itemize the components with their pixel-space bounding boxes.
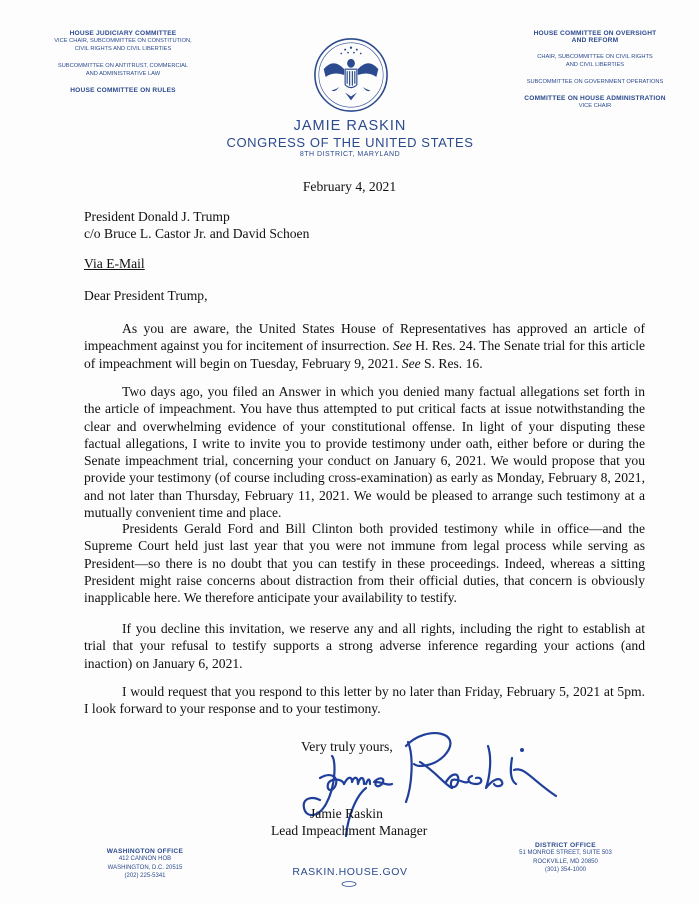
paragraph: Two days ago, you filed an Answer in which you denied many factual allegations set forth in the article of impeachment. You have thus attempted to put critical facts at issue notwithstanding the clear and overwhelming evidence of your constitutional offense. In light of your disputing these factual allegations, I write to invite you to provide testimony under oath, either before or during the Senate impeachment trial, concerning your conduct on January 6, 2021. We would propose that you provide your testimony (of course including cross-examination) as early as Monday, February 8, 2021, and not later than Thursday, February 11, 2021. We would be pleased to arrange such testimony at a mutually convenient time and place. (84, 384, 645, 521)
website-url: RASKIN.HOUSE.GOV (292, 866, 408, 878)
committee-role: VICE CHAIR, SUBCOMMITTEE ON CONSTITUTION, (54, 38, 192, 44)
office-line: (202) 225-5341 (124, 873, 166, 879)
office-line: ROCKVILLE, MD 20850 (533, 858, 598, 865)
letterhead-right-committees (500, 30, 690, 119)
committee-role: CHAIR, SUBCOMMITTEE ON CIVIL RIGHTS (537, 54, 653, 60)
office-line: (301) 354-1000 (544, 867, 587, 873)
committee-role: AND ADMINISTRATIVE LAW (85, 71, 161, 77)
paragraph: As you are aware, the United States House of Representatives has approved an article of impeachment against you for incitement of insurrection. See H. Res. 24. The Senate trial for this article of impeachment will begin on Tuesday, February 9, 2021. See S. Res. 16. (84, 321, 646, 371)
committee-role: AND CIVIL LIBERTIES (565, 62, 625, 68)
letterhead-left-committees (28, 30, 218, 103)
representative-name: JAMIE RASKIN (293, 118, 407, 134)
committee-role: VICE CHAIR (578, 103, 612, 109)
washington-office-address (70, 848, 220, 881)
paragraph: If you decline this invitation, we reserve any and all rights, including the right to establish at trial that your refusal to testify supports a strong adverse inference regarding your actions (and inaction) on January 6, 2021. (84, 621, 645, 671)
closing: Very truly yours, (301, 739, 393, 754)
office-title: DISTRICT OFFICE (535, 842, 596, 849)
office-line: 51 MONROE STREET, SUITE 503 (519, 850, 612, 856)
office-line: 412 CANNON HOB (118, 856, 172, 862)
committee-title: HOUSE JUDICIARY COMMITTEE (69, 30, 177, 37)
office-line: WASHINGTON, D.C. 20515 (107, 864, 183, 871)
recipient-line: c/o Bruce L. Castor Jr. and David Schoen (84, 226, 310, 241)
committee-role: SUBCOMMITTEE ON GOVERNMENT OPERATIONS (526, 79, 664, 85)
paragraph: I would request that you respond to this letter by no later than Friday, February 5, 2021 at 5pm. I look forward to your response and to your testimony. (84, 684, 645, 717)
office-title: WASHINGTON OFFICE (106, 848, 184, 855)
committee-title: AND REFORM (571, 37, 619, 44)
salutation: Dear President Trump, (84, 288, 208, 303)
congress-label: CONGRESS OF THE UNITED STATES (226, 135, 474, 150)
committee-title: HOUSE COMMITTEE ON OVERSIGHT (533, 30, 657, 37)
district-office-address (478, 842, 653, 875)
recipient-address (84, 208, 309, 242)
committee-title: HOUSE COMMITTEE ON RULES (70, 87, 176, 94)
committee-role: SUBCOMMITTEE ON ANTITRUST, COMMERCIAL (57, 63, 189, 69)
congressional-seal-icon (312, 36, 390, 114)
signer-title: Lead Impeachment Manager (271, 823, 428, 838)
committee-role: CIVIL RIGHTS AND CIVIL LIBERTIES (74, 46, 172, 52)
recipient-line: President Donald J. Trump (84, 209, 230, 224)
committee-title: COMMITTEE ON HOUSE ADMINISTRATION (524, 95, 666, 102)
paragraph: Presidents Gerald Ford and Bill Clinton both provided testimony while in office—and the Supreme Court held just last year that you were not immune from legal process while serving as President—so there is no doubt that you can testify in these proceedings. Indeed, whereas a sitting President might raise concerns about distraction from their official duties, that concern is obviously inapplicable here. We therefore anticipate your availability to testify. (84, 521, 645, 606)
district-label: 8TH DISTRICT, MARYLAND (299, 151, 401, 158)
signer-name: Jamie Raskin (310, 806, 383, 821)
letterhead-name-block (200, 118, 500, 158)
letter-date: February 4, 2021 (302, 179, 397, 194)
delivery-method: Via E-Mail (84, 256, 145, 271)
union-label-icon (341, 881, 357, 887)
